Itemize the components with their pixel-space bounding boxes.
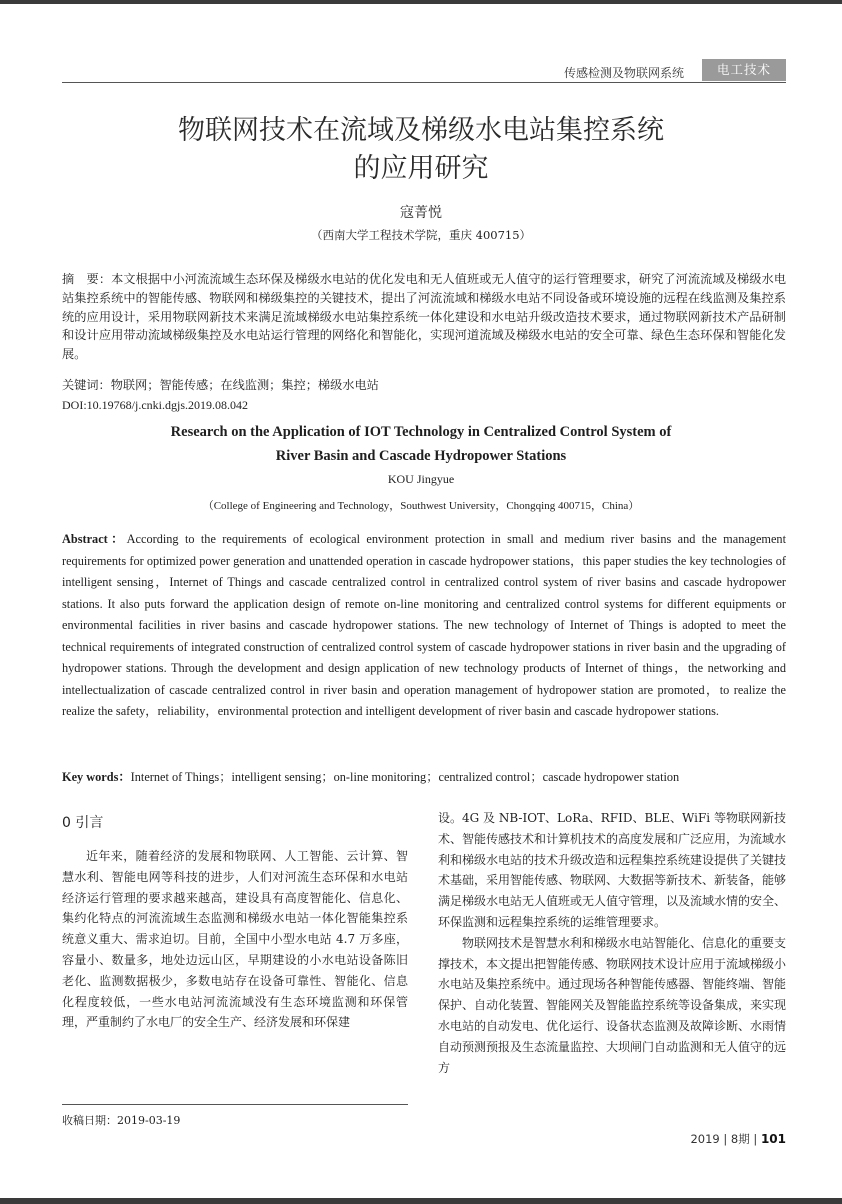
footer-year: 2019 — [690, 1132, 720, 1146]
title-chinese — [60, 112, 782, 188]
keywords-cn-text: 物联网；智能传感；在线监测；集控；梯级水电站 — [110, 378, 379, 392]
body-column-left — [62, 846, 408, 1033]
footer-separator: | — [723, 1132, 728, 1146]
abstract-chinese — [62, 270, 786, 364]
author-chinese: 寇菁悦 — [400, 205, 442, 221]
body-column-right — [438, 808, 786, 1078]
section-heading-introduction: 0 引言 — [62, 815, 104, 831]
keywords-en-label: Key words： — [62, 770, 131, 784]
title-cn-line-1: 物联网技术在流域及梯级水电站集控系统 — [178, 115, 664, 146]
title-cn-line-2: 的应用研究 — [353, 153, 489, 184]
keywords-english — [62, 767, 786, 785]
abstract-cn-text: 本文根据中小河流流域生态环保及梯级水电站的优化发电和无人值班或无人值守的运行管理要求，研究了河流流域及梯级水电站集控系统中的智能传感、物联网和梯级集控的关键技术，提出了河流流域和梯级水电站不同设备或环境设施的远程在线监测及集控系统的应用设计，采用物联网新技术来满足流域梯级水电站集控系统一体化建设和水电站升级改造技术要求，通过物联网新技术产品研制和设计应用带动流域梯级集控及水电站运行管理的网络化和智能化，实现河道流域及梯级水电站的安全可靠、绿色生态环保和智能化发展。 — [62, 272, 787, 362]
affiliation-english: （College of Engineering and Technology，Southwest University，Chongqing 400715，China） — [202, 500, 640, 512]
abstract-english — [62, 529, 786, 723]
doi: DOI:10.19768/j.cnki.dgjs.2019.08.042 — [62, 398, 248, 412]
abstract-en-text: According to the requirements of ecological environment protection in small and medium river basins and the management requirements for optimized power generation and unattended operation in cascade hydropower stations，this paper studies the key technologies of intelligent sensing，Internet of Things and cascade centralized control in centralized control system of river basins and cascade hydropower stations. It also puts forward the application design of remote on-line monitoring and centralized control systems for different equipments or environmental facilities in river basins and cascade hydropower stations. The new technology of Internet of Things is adopted to meet the technical requirements of integrated construction of centralized control system of cascade hydropower stations in river basin and the upgrading of hydropower stations. Through the development and design application of new technology products of Internet of things，the networking and intellectualization of cascade centralized control in river basin and operation management of hydropower station are promoted，to realize the realize the safety，reliability，environmental protection and intelligent development of river basin and cascade hydropower stations. — [62, 532, 786, 718]
body-paragraph-continued: 设。4G 及 NB-IOT、LoRa、RFID、BLE、WiFi 等物联网新技术、智能传感技术和计算机技术的高度发展和广泛应用，为流域水利和梯级水电站的技术升级改造和远程集控系统建设提供了关键技术基础，采用智能传感、物联网、大数据等新技术、新装备，能够满足梯级水电站无人值班或无人值守管理，以及流域水情的安全、环保监测和远程集控系统的运维管理要求。 — [438, 811, 787, 929]
received-date: 收稿日期：2019-03-19 — [62, 1114, 181, 1127]
header-column-title: 传感检测及物联网系统 — [563, 66, 684, 80]
header-section-tag: 电工技术 — [702, 59, 786, 81]
keywords-en-text: Internet of Things；intelligent sensing；on-line monitoring；centralized control；cascade hydropower station — [130, 770, 680, 784]
abstract-en-label: Abstract： — [62, 532, 127, 546]
author-english: KOU Jingyue — [387, 472, 455, 486]
footnote-divider — [62, 1104, 408, 1105]
footer-issue: 8期 — [730, 1132, 750, 1146]
body-paragraph: 物联网技术是智慧水利和梯级水电站智能化、信息化的重要支撑技术，本文提出把智能传感、物联网技术设计应用于流域梯级小水电站及集控系统中。通过现场各种智能传感器、智能终端、智能保护、自动化装置、智能网关及智能监控系统等设备集成，来实现水电站的自动发电、优化运行、设备状态监测及故障诊断、水雨情自动预测预报及生态流量监控、大坝闸门自动监测和无人值守的远方 — [438, 935, 787, 1075]
top-border — [0, 0, 842, 4]
page-number: 101 — [760, 1132, 786, 1146]
keywords-chinese — [62, 376, 786, 393]
keywords-cn-label: 关键词： — [62, 378, 111, 392]
bottom-border — [0, 1198, 842, 1204]
abstract-cn-label: 摘 要： — [62, 272, 112, 286]
title-en-line-1: Research on the Application of IOT Technology in Centralized Control System of — [170, 424, 672, 440]
body-paragraph: 近年来，随着经济的发展和物联网、人工智能、云计算、智慧水利、智能电网等科技的进步，人们对河流生态环保和水电站经济运行管理的要求越来越高，建设具有高度智能化、信息化、集约化特点的河流流域生态监测和梯级水电站一体化智能集控系统意义重大、需求迫切。目前，全国中小型水电站 4.7 万多座，容量小、数量多，地处边远山区，早期建设的小水电站设备陈旧老化、监测数据极少，多数电站存在设备可靠性、智能化、信息化程度较低，一些水电站河流流域没有生态环境监测和环保管理，严重制约了水电厂的安全生产、经济发展和环保建 — [62, 849, 408, 1030]
affiliation-chinese: （西南大学工程技术学院，重庆 400715） — [310, 228, 532, 242]
running-header — [62, 58, 786, 83]
title-english — [0, 420, 842, 468]
footer-separator: | — [753, 1132, 758, 1146]
page-footer — [690, 1131, 786, 1147]
title-en-line-2: River Basin and Cascade Hydropower Stations — [275, 448, 567, 464]
